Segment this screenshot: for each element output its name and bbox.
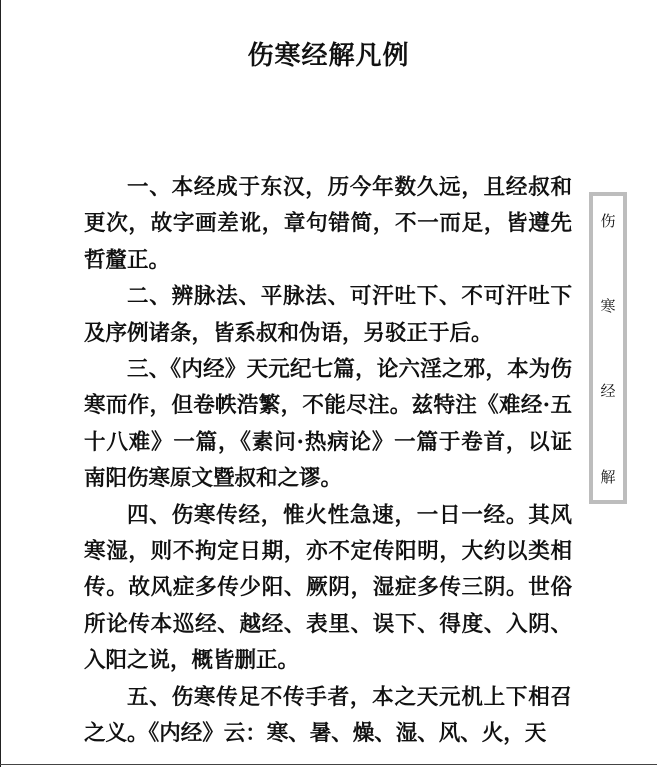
paragraph-4: 四、伤寒传经，惟火性急速，一日一经。其风寒湿，则不拘定日期，亦不定传阳明，大约以类相传。故风症多传少阳、厥阴，湿症多传三阴。世俗所论传本巡经、越经、表里、误下、得度、入阴、入阳之说，概皆删正。 <box>84 502 572 674</box>
page-left-border <box>0 0 1 767</box>
page-title: 伤寒经解凡例 <box>247 41 410 71</box>
paragraph-2: 二、辨脉法、平脉法、可汗吐下、不可汗吐下及序例诸条，皆系叔和伪语，另驳正于后。 <box>84 284 572 346</box>
side-tab-char-3: 经 <box>600 382 616 400</box>
paragraph-3: 三、《内经》天元纪七篇，论六淫之邪，本为伤寒而作，但卷帙浩繁，不能尽注。兹特注《难经·五十八难》一篇，《素问·热病论》一篇于卷首，以证南阳伤寒原文暨叔和之谬。 <box>84 357 572 492</box>
paragraph-5: 五、伤寒传足不传手者，本之天元机上下相召之义。《内经》云：寒、暑、燥、湿、风、火，天 <box>84 684 572 747</box>
page-bottom-border <box>0 764 657 765</box>
body-text <box>84 170 572 753</box>
side-tab-char-2: 寒 <box>600 297 616 315</box>
side-tab-char-1: 伤 <box>600 212 616 230</box>
side-thumb-tab <box>589 192 627 504</box>
side-tab-char-4: 解 <box>600 468 616 486</box>
paragraph-1: 一、本经成于东汉，历今年数久远，且经叔和更次，故字画差讹，章句错简，不一而足，皆遵先哲釐正。 <box>84 175 572 273</box>
